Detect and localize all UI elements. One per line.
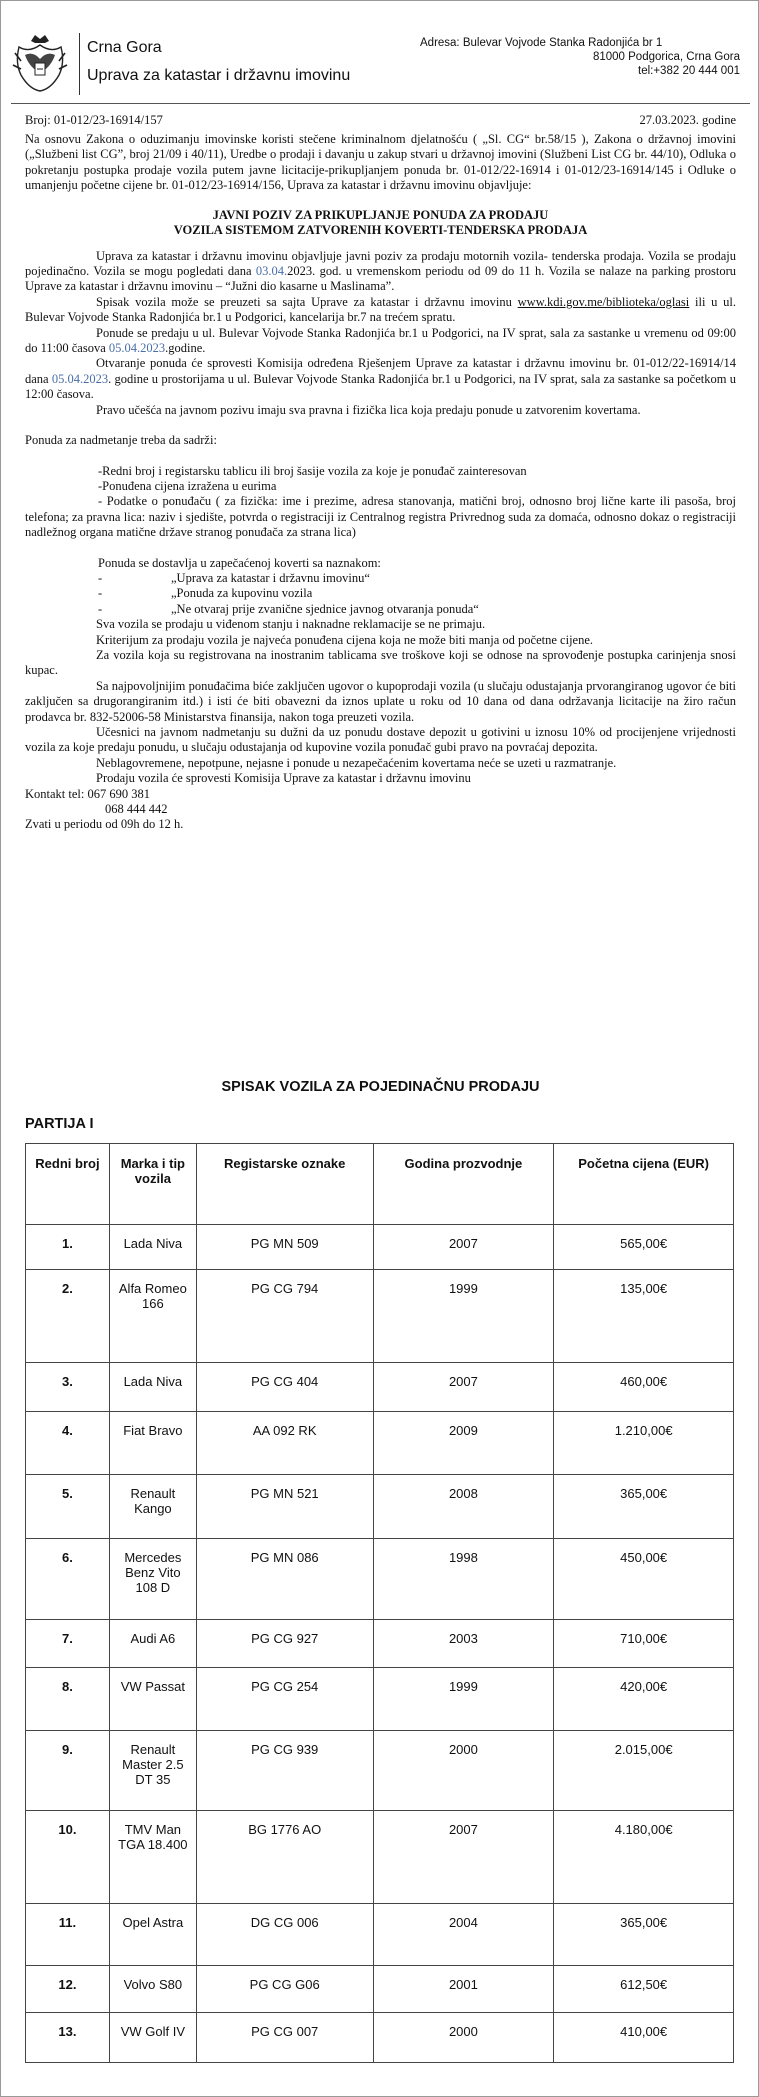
cell-year: 2007 bbox=[373, 1225, 554, 1270]
cell-model: Mercedes Benz Vito 108 D bbox=[109, 1539, 196, 1620]
cell-no: 3. bbox=[26, 1363, 110, 1412]
document-number: Broj: 01-012/23-16914/157 bbox=[25, 113, 163, 127]
cell-model: VW Golf IV bbox=[109, 2013, 196, 2063]
cell-reg: PG MN 509 bbox=[196, 1225, 373, 1270]
cell-year: 2004 bbox=[373, 1904, 554, 1966]
offer-intro: Ponuda za nadmetanje treba da sadrži: bbox=[25, 433, 217, 448]
cell-year: 2009 bbox=[373, 1412, 554, 1475]
vehicle-list-title: SPISAK VOZILA ZA POJEDINAČNU PRODAJU bbox=[221, 1079, 540, 1095]
cell-reg: PG CG 939 bbox=[196, 1731, 373, 1811]
submission-date: 05.04.2023 bbox=[108, 341, 166, 356]
address-city: 81000 Podgorica, Crna Gora bbox=[592, 51, 740, 63]
col-header-no: Redni broj bbox=[26, 1144, 110, 1225]
cell-reg: PG CG 927 bbox=[196, 1620, 373, 1668]
lot-label: PARTIJA I bbox=[25, 1116, 94, 1132]
contact-phone-1: Kontakt tel: 067 690 381 bbox=[25, 786, 150, 801]
cell-model: Alfa Romeo 166 bbox=[109, 1270, 196, 1363]
condition-rejected: Neblagovremene, nepotpune, nejasne i ponude u nezapečaćenim kovertama neće se uzeti u razmatranje. bbox=[96, 755, 617, 770]
cell-price: 450,00€ bbox=[554, 1539, 734, 1620]
cell-model: TMV Man TGA 18.400 bbox=[109, 1811, 196, 1904]
offer-item: -Redni broj i registarsku tablicu ili broj šasije vozila za koje je ponuđač zainteresovan bbox=[98, 463, 527, 478]
address-phone: tel:+382 20 444 001 bbox=[638, 65, 740, 77]
document-date: 27.03.2023. godine bbox=[639, 113, 736, 127]
cell-year: 2007 bbox=[373, 1811, 554, 1904]
cell-price: 365,00€ bbox=[554, 1904, 734, 1966]
cell-year: 1998 bbox=[373, 1539, 554, 1620]
table-row bbox=[26, 1904, 734, 1966]
table-row bbox=[26, 2013, 734, 2063]
title-line-2: VOZILA SISTEMOM ZATVORENIH KOVERTI-TENDERSKA PRODAJA bbox=[173, 222, 588, 237]
cell-year: 2000 bbox=[373, 1731, 554, 1811]
org-address bbox=[420, 36, 740, 78]
contact-phone-2: 068 444 442 bbox=[105, 802, 168, 817]
p4-text-a: Otvaranje ponuda će sprovesti Komisija određena Rješenjem Uprave za katastar i državnu imovinu br. 01-012/22-16914/14 dana bbox=[25, 356, 736, 386]
website-link[interactable]: www.kdi.gov.me/biblioteka/oglasi bbox=[517, 294, 690, 309]
document-body bbox=[25, 132, 736, 833]
col-header-year: Godina prozvodnje bbox=[373, 1144, 554, 1225]
envelope-item: - „Ponuda za kupovinu vozila bbox=[98, 586, 313, 601]
cell-no: 12. bbox=[26, 1966, 110, 2013]
cell-price: 565,00€ bbox=[554, 1225, 734, 1270]
paragraph-eligibility: Pravo učešća na javnom pozivu imaju sva pravna i fizička lica koja predaju ponude u zatvorenim kovertama. bbox=[96, 402, 641, 417]
cell-price: 710,00€ bbox=[554, 1620, 734, 1668]
table-row bbox=[26, 1225, 734, 1270]
table-row bbox=[26, 1731, 734, 1811]
cell-reg: BG 1776 AO bbox=[196, 1811, 373, 1904]
title-line-1: JAVNI POZIV ZA PRIKUPLJANJE PONUDA ZA PRODAJU bbox=[212, 207, 549, 222]
cell-no: 5. bbox=[26, 1475, 110, 1539]
coat-of-arms-icon bbox=[11, 33, 69, 93]
cell-year: 2001 bbox=[373, 1966, 554, 2013]
offer-item: -Ponuđena cijena izražena u eurima bbox=[98, 478, 277, 493]
cell-reg: PG CG 404 bbox=[196, 1363, 373, 1412]
cell-model: Audi A6 bbox=[109, 1620, 196, 1668]
p2-text-b: ili u ul. Bulevar Vojvode Stanka Radonjića br.1 u Podgorici, kancelarija br.7 na trećem spratu. bbox=[25, 294, 736, 325]
cell-reg: PG MN 521 bbox=[196, 1475, 373, 1539]
cell-reg: AA 092 RK bbox=[196, 1412, 373, 1475]
cell-model: Lada Niva bbox=[109, 1225, 196, 1270]
condition-contract: Sa najpovoljnijim ponuđačima biće zaključen ugovor o kupoprodaji vozila (u slučaju odustajanja prvorangiranog ugovor će biti zaključen sa drugorangiranim itd.) i isti će biti obavezni da iznos uplate u roku od 10 dana od dana održavanja licitacije na žiro račun prodavca br. 832-52006-58 Ministarstva finansija, nakon toga preuzeti vozila. bbox=[25, 678, 736, 724]
condition-as-is: Sva vozila se prodaju u viđenom stanju i naknadne reklamacije se ne primaju. bbox=[96, 617, 486, 632]
cell-year: 1999 bbox=[373, 1270, 554, 1363]
cell-no: 9. bbox=[26, 1731, 110, 1811]
cell-no: 13. bbox=[26, 2013, 110, 2063]
condition-customs: Za vozila koja su registrovana na inostranim tablicama sve troškove koji se odnose na sprovođenje postupka carinjenja snosi kupac. bbox=[25, 647, 736, 678]
cell-price: 410,00€ bbox=[554, 2013, 734, 2063]
cell-year: 1999 bbox=[373, 1668, 554, 1731]
cell-model: Fiat Bravo bbox=[109, 1412, 196, 1475]
cell-no: 8. bbox=[26, 1668, 110, 1731]
cell-no: 11. bbox=[26, 1904, 110, 1966]
cell-price: 135,00€ bbox=[554, 1270, 734, 1363]
cell-reg: PG CG 007 bbox=[196, 2013, 373, 2063]
col-header-model: Marka i tip vozila bbox=[109, 1144, 196, 1225]
condition-criteria: Kriterijum za prodaju vozila je najveća ponuđena cijena koja ne može biti manja od početne cijene. bbox=[96, 632, 594, 647]
cell-reg: PG CG 254 bbox=[196, 1668, 373, 1731]
cell-price: 365,00€ bbox=[554, 1475, 734, 1539]
table-row bbox=[26, 1811, 734, 1904]
org-country: Crna Gora bbox=[87, 39, 162, 56]
address-street: Adresa: Bulevar Vojvode Stanka Radonjića br 1 bbox=[420, 37, 663, 49]
cell-model: VW Passat bbox=[109, 1668, 196, 1731]
table-row bbox=[26, 1363, 734, 1412]
cell-price: 4.180,00€ bbox=[554, 1811, 734, 1904]
cell-model: Opel Astra bbox=[109, 1904, 196, 1966]
paragraph-submission bbox=[25, 326, 736, 357]
offer-item: - Podatke o ponuđaču ( za fizička: ime i prezime, adresa stanovanja, matični broj, odnosno broj lične karte ili pasoša, broj telefona; za pravna lica: naziv i sjedište, potvrda o registraciji iz Centralnog registra Privrednog suda za domaća, odnosno dokaz o registraciji nadležnog organa matične države stranog ponuđača za strana lica) bbox=[25, 494, 736, 540]
cell-price: 2.015,00€ bbox=[554, 1731, 734, 1811]
header-divider bbox=[79, 33, 80, 95]
contact-hours: Zvati u periodu od 09h do 12 h. bbox=[25, 817, 184, 832]
paragraph-download bbox=[25, 295, 736, 326]
letterhead bbox=[11, 33, 750, 101]
cell-no: 4. bbox=[26, 1412, 110, 1475]
notice-title bbox=[25, 208, 736, 238]
cell-no: 7. bbox=[26, 1620, 110, 1668]
org-name: Uprava za katastar i državnu imovinu bbox=[87, 67, 351, 84]
cell-year: 2007 bbox=[373, 1363, 554, 1412]
cell-price: 1.210,00€ bbox=[554, 1412, 734, 1475]
p1-text-a: Uprava za katastar i državnu imovinu objavljuje javni poziv za prodaju motornih vozila- tenderska prodaja. Vozila se prodaju pojedinačno. Vozila se mogu pogledati dana bbox=[25, 248, 736, 279]
cell-model: Renault Master 2.5 DT 35 bbox=[109, 1731, 196, 1811]
cell-reg: PG CG 794 bbox=[196, 1270, 373, 1363]
vehicle-table bbox=[25, 1143, 734, 2063]
table-row bbox=[26, 1620, 734, 1668]
cell-no: 2. bbox=[26, 1270, 110, 1363]
table-header-row bbox=[26, 1144, 734, 1225]
cell-price: 420,00€ bbox=[554, 1668, 734, 1731]
cell-year: 2000 bbox=[373, 2013, 554, 2063]
document-meta bbox=[25, 113, 736, 128]
intro-paragraph: Na osnovu Zakona o oduzimanju imovinske koristi stečene kriminalnom djelatnošću ( „Sl. CG“ br.58/15 ), Zakona o državnoj imovini („Službeni list CG”, broj 21/09 i 40/11), Uredbe o prodaji i davanju u zakup stvari u državnoj imovini (Službeni List CG br. 44/10), Odluka o pokretanju postupka prodaje vozila putem javne licitacije-prikupljanjem ponuda br. 01-012/22-16914 i 01-012/23-16914/145 i Odluke o umanjenju početne cijene br. 01-012/23-16914/156, Uprava za katastar i državnu imovinu objavljuje: bbox=[25, 132, 736, 193]
header-rule bbox=[11, 103, 750, 104]
table-row bbox=[26, 1966, 734, 2013]
col-header-reg: Registarske oznake bbox=[196, 1144, 373, 1225]
table-row bbox=[26, 1412, 734, 1475]
p2-text-a: Spisak vozila može se preuzeti sa sajta Uprave za katastar i državnu imovinu bbox=[96, 294, 518, 309]
cell-model: Lada Niva bbox=[109, 1363, 196, 1412]
cell-model: Renault Kango bbox=[109, 1475, 196, 1539]
p1-text-b: 2023. god. u vremenskom periodu od 09 do 11 h. Vozila se nalaze na parking prostoru Uprave za katastar i državnu imovinu – “Južni dio kasarne u Maslinama”. bbox=[25, 264, 736, 294]
cell-price: 612,50€ bbox=[554, 1966, 734, 2013]
cell-reg: PG MN 086 bbox=[196, 1539, 373, 1620]
paragraph-inspection bbox=[25, 249, 736, 295]
cell-reg: DG CG 006 bbox=[196, 1904, 373, 1966]
envelope-intro: Ponuda se dostavlja u zapečaćenoj koverti sa naznakom: bbox=[98, 555, 381, 570]
col-header-price: Početna cijena (EUR) bbox=[554, 1144, 734, 1225]
envelope-item: - „Uprava za katastar i državnu imovinu“ bbox=[98, 570, 370, 585]
opening-date: 05.04.2023 bbox=[51, 371, 109, 386]
cell-reg: PG CG G06 bbox=[196, 1966, 373, 2013]
cell-no: 1. bbox=[26, 1225, 110, 1270]
inspection-date: 03.04. bbox=[255, 264, 288, 279]
cell-no: 10. bbox=[26, 1811, 110, 1904]
p3-text-b: .godine. bbox=[165, 341, 206, 356]
table-row bbox=[26, 1539, 734, 1620]
cell-year: 2003 bbox=[373, 1620, 554, 1668]
p4-text-b: . godine u prostorijama u ul. Bulevar Vojvode Stanka Radonjića br.1 u Podgorici, na IV sprat, sala za sastanke sa početkom u 12:00 časova. bbox=[25, 371, 736, 402]
envelope-item: - „Ne otvaraj prije zvanične sjednice javnog otvaranja ponuda“ bbox=[98, 601, 479, 616]
cell-model: Volvo S80 bbox=[109, 1966, 196, 2013]
table-row bbox=[26, 1668, 734, 1731]
cell-year: 2008 bbox=[373, 1475, 554, 1539]
table-row bbox=[26, 1270, 734, 1363]
table-row bbox=[26, 1475, 734, 1539]
p3-text-a: Ponude se predaju u ul. Bulevar Vojvode Stanka Radonjića br.1 u Podgorici, na IV sprat, sala za sastanke u vremenu od 09:00 do 11:00 časova bbox=[25, 325, 736, 356]
condition-commission: Prodaju vozila će sprovesti Komisija Uprave za katastar i državnu imovinu bbox=[96, 771, 471, 786]
condition-deposit: Učesnici na javnom nadmetanju su dužni da uz ponudu dostave depozit u gotivini u iznosu 10% od procijenjene vrijednosti vozila za koje predaju ponudu, u slučaju odustajanja od kupovine vozila ponuđač gubi pravo na povraćaj depozita. bbox=[25, 725, 736, 755]
cell-price: 460,00€ bbox=[554, 1363, 734, 1412]
cell-no: 6. bbox=[26, 1539, 110, 1620]
paragraph-opening bbox=[25, 356, 736, 402]
